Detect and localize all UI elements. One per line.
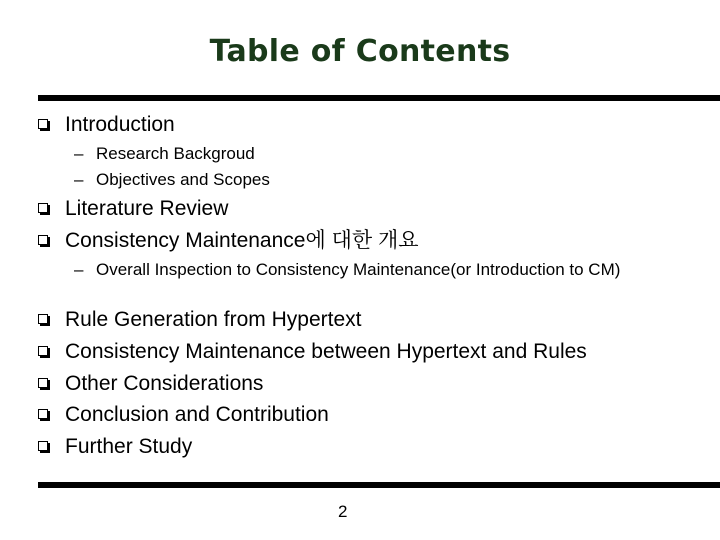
toc-item-label: Further Study <box>65 435 193 458</box>
bottom-divider <box>38 482 720 488</box>
square-bullet-icon <box>38 235 48 245</box>
page-number: 2 <box>338 502 348 521</box>
dash-marker: – <box>74 170 84 189</box>
square-bullet-icon <box>38 119 48 129</box>
square-bullet-icon <box>38 441 48 451</box>
toc-item-label: Conclusion and Contribution <box>65 403 329 426</box>
toc-item-label: Introduction <box>65 113 175 136</box>
toc-subitem-label: Objectives and Scopes <box>96 170 270 189</box>
toc-subitem-label: Research Backgroud <box>96 144 255 163</box>
dash-marker: – <box>74 260 84 279</box>
top-divider <box>38 95 720 101</box>
square-bullet-icon <box>38 409 48 419</box>
toc-item-label: Consistency Maintenance에 대한 개요 <box>65 229 419 252</box>
square-bullet-icon <box>38 346 48 356</box>
dash-marker: – <box>74 144 84 163</box>
square-bullet-icon <box>38 203 48 213</box>
toc-subitem-label: Overall Inspection to Consistency Maintenance(or Introduction to CM) <box>96 260 621 279</box>
page-title: Table of Contents <box>209 34 511 69</box>
toc-item-label: Consistency Maintenance between Hypertext and Rules <box>65 340 587 363</box>
toc-item-label: Rule Generation from Hypertext <box>65 308 362 331</box>
toc-item-label: Other Considerations <box>65 372 264 395</box>
square-bullet-icon <box>38 314 48 324</box>
toc-item-label: Literature Review <box>65 197 229 220</box>
square-bullet-icon <box>38 378 48 388</box>
